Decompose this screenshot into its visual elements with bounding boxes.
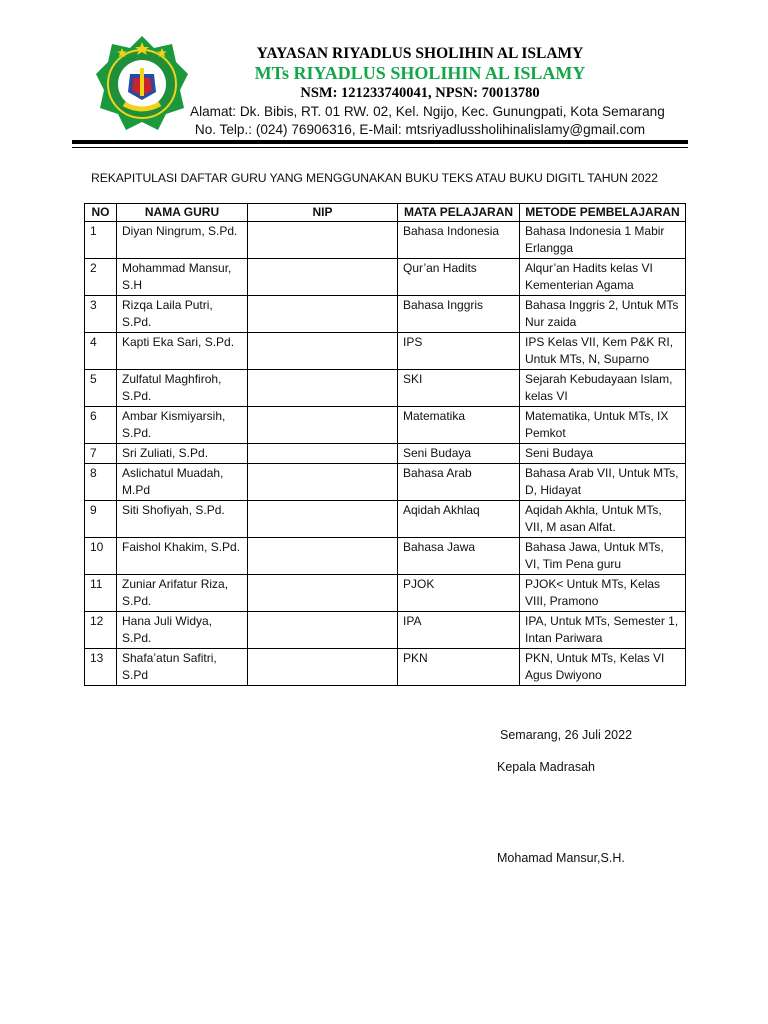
cell-no: 13 [85,649,117,686]
school-logo [96,34,188,132]
cell-metode-pembelajaran: Bahasa Indonesia 1 Mabir Erlangga [520,222,686,259]
table-row [85,333,686,370]
cell-nip [248,444,398,464]
cell-no: 9 [85,501,117,538]
cell-nip [248,575,398,612]
cell-no: 11 [85,575,117,612]
cell-no: 10 [85,538,117,575]
cell-nip [248,259,398,296]
cell-nama-guru: Rizqa Laila Putri, S.Pd. [117,296,248,333]
cell-mata-pelajaran: Aqidah Akhlaq [398,501,520,538]
table-header-row [85,204,686,222]
table-row [85,222,686,259]
letterhead-divider-thin [72,147,688,148]
cell-mata-pelajaran: Bahasa Arab [398,464,520,501]
cell-metode-pembelajaran: Matematika, Untuk MTs, IX Pemkot [520,407,686,444]
cell-nip [248,501,398,538]
cell-no: 3 [85,296,117,333]
cell-mata-pelajaran: IPA [398,612,520,649]
table-row [85,649,686,686]
foundation-name: YAYASAN RIYADLUS SHOLIHIN AL ISLAMY [256,45,584,62]
table-row [85,296,686,333]
cell-nip [248,464,398,501]
cell-no: 1 [85,222,117,259]
cell-nip [248,296,398,333]
cell-no: 2 [85,259,117,296]
table-row [85,612,686,649]
cell-nip [248,222,398,259]
cell-nama-guru: Hana Juli Widya, S.Pd. [117,612,248,649]
table-row [85,259,686,296]
cell-metode-pembelajaran: Sejarah Kebudayaan Islam, kelas VI [520,370,686,407]
signatory-name: Mohamad Mansur,S.H. [497,851,625,865]
cell-nama-guru: Diyan Ningrum, S.Pd. [117,222,248,259]
cell-mata-pelajaran: SKI [398,370,520,407]
cell-no: 4 [85,333,117,370]
school-address: Alamat: Dk. Bibis, RT. 01 RW. 02, Kel. Ngijo, Kec. Gunungpati, Kota Semarang [190,104,665,119]
cell-mata-pelajaran: Bahasa Indonesia [398,222,520,259]
cell-no: 8 [85,464,117,501]
cell-nama-guru: Siti Shofiyah, S.Pd. [117,501,248,538]
header-mata-pelajaran: MATA PELAJARAN [398,204,520,222]
table-row [85,575,686,612]
school-name: MTs RIYADLUS SHOLIHIN AL ISLAMY [254,63,586,83]
cell-mata-pelajaran: Matematika [398,407,520,444]
cell-nama-guru: Zuniar Arifatur Riza, S.Pd. [117,575,248,612]
cell-metode-pembelajaran: Bahasa Jawa, Untuk MTs, VI, Tim Pena guru [520,538,686,575]
table-row [85,370,686,407]
cell-metode-pembelajaran: Aqidah Akhla, Untuk MTs, VII, M asan Alfat. [520,501,686,538]
cell-nama-guru: Mohammad Mansur, S.H [117,259,248,296]
cell-nip [248,407,398,444]
table-body [85,222,686,686]
cell-nip [248,538,398,575]
cell-metode-pembelajaran: PJOK< Untuk MTs, Kelas VIII, Pramono [520,575,686,612]
place-date: Semarang, 26 Juli 2022 [500,728,633,742]
cell-metode-pembelajaran: IPA, Untuk MTs, Semester 1, Intan Pariwara [520,612,686,649]
cell-nip [248,612,398,649]
document-title: REKAPITULASI DAFTAR GURU YANG MENGGUNAKAN BUKU TEKS ATAU BUKU DIGITL TAHUN 2022 [91,171,658,185]
cell-nama-guru: Faishol Khakim, S.Pd. [117,538,248,575]
cell-nama-guru: Zulfatul Maghfiroh, S.Pd. [117,370,248,407]
school-contact: No. Telp.: (024) 76906316, E-Mail: mtsriyadlussholihinalislamy@gmail.com [194,122,646,137]
cell-metode-pembelajaran: Bahasa Inggris 2, Untuk MTs Nur zaida [520,296,686,333]
cell-no: 7 [85,444,117,464]
header-nama-guru: NAMA GURU [117,204,248,222]
cell-metode-pembelajaran: Bahasa Arab VII, Untuk MTs, D, Hidayat [520,464,686,501]
cell-mata-pelajaran: Qur’an Hadits [398,259,520,296]
cell-metode-pembelajaran: Alqur’an Hadits kelas VI Kementerian Agama [520,259,686,296]
header-no: NO [85,204,117,222]
cell-metode-pembelajaran: IPS Kelas VII, Kem P&K RI, Untuk MTs, N, Suparno [520,333,686,370]
cell-mata-pelajaran: IPS [398,333,520,370]
cell-no: 6 [85,407,117,444]
nsm-npsn: NSM: 121233740041, NPSN: 70013780 [300,85,540,101]
table-row [85,407,686,444]
table-row [85,464,686,501]
cell-nip [248,649,398,686]
cell-nama-guru: Sri Zuliati, S.Pd. [117,444,248,464]
signatory-position: Kepala Madrasah [497,760,595,774]
letterhead [190,44,665,139]
cell-mata-pelajaran: Seni Budaya [398,444,520,464]
letterhead-divider-thick [72,140,688,144]
cell-no: 12 [85,612,117,649]
cell-nama-guru: Kapti Eka Sari, S.Pd. [117,333,248,370]
header-metode-pembelajaran: METODE PEMBELAJARAN [520,204,686,222]
cell-mata-pelajaran: PKN [398,649,520,686]
cell-no: 5 [85,370,117,407]
cell-mata-pelajaran: Bahasa Inggris [398,296,520,333]
cell-nama-guru: Aslichatul Muadah, M.Pd [117,464,248,501]
table-row [85,444,686,464]
table-row [85,501,686,538]
cell-mata-pelajaran: PJOK [398,575,520,612]
cell-nip [248,370,398,407]
header-nip: NIP [248,204,398,222]
cell-nama-guru: Shafa’atun Safitri, S.Pd [117,649,248,686]
cell-metode-pembelajaran: Seni Budaya [520,444,686,464]
cell-mata-pelajaran: Bahasa Jawa [398,538,520,575]
teacher-recap-table [84,203,686,686]
cell-metode-pembelajaran: PKN, Untuk MTs, Kelas VI Agus Dwiyono [520,649,686,686]
cell-nama-guru: Ambar Kismiyarsih, S.Pd. [117,407,248,444]
table-row [85,538,686,575]
cell-nip [248,333,398,370]
